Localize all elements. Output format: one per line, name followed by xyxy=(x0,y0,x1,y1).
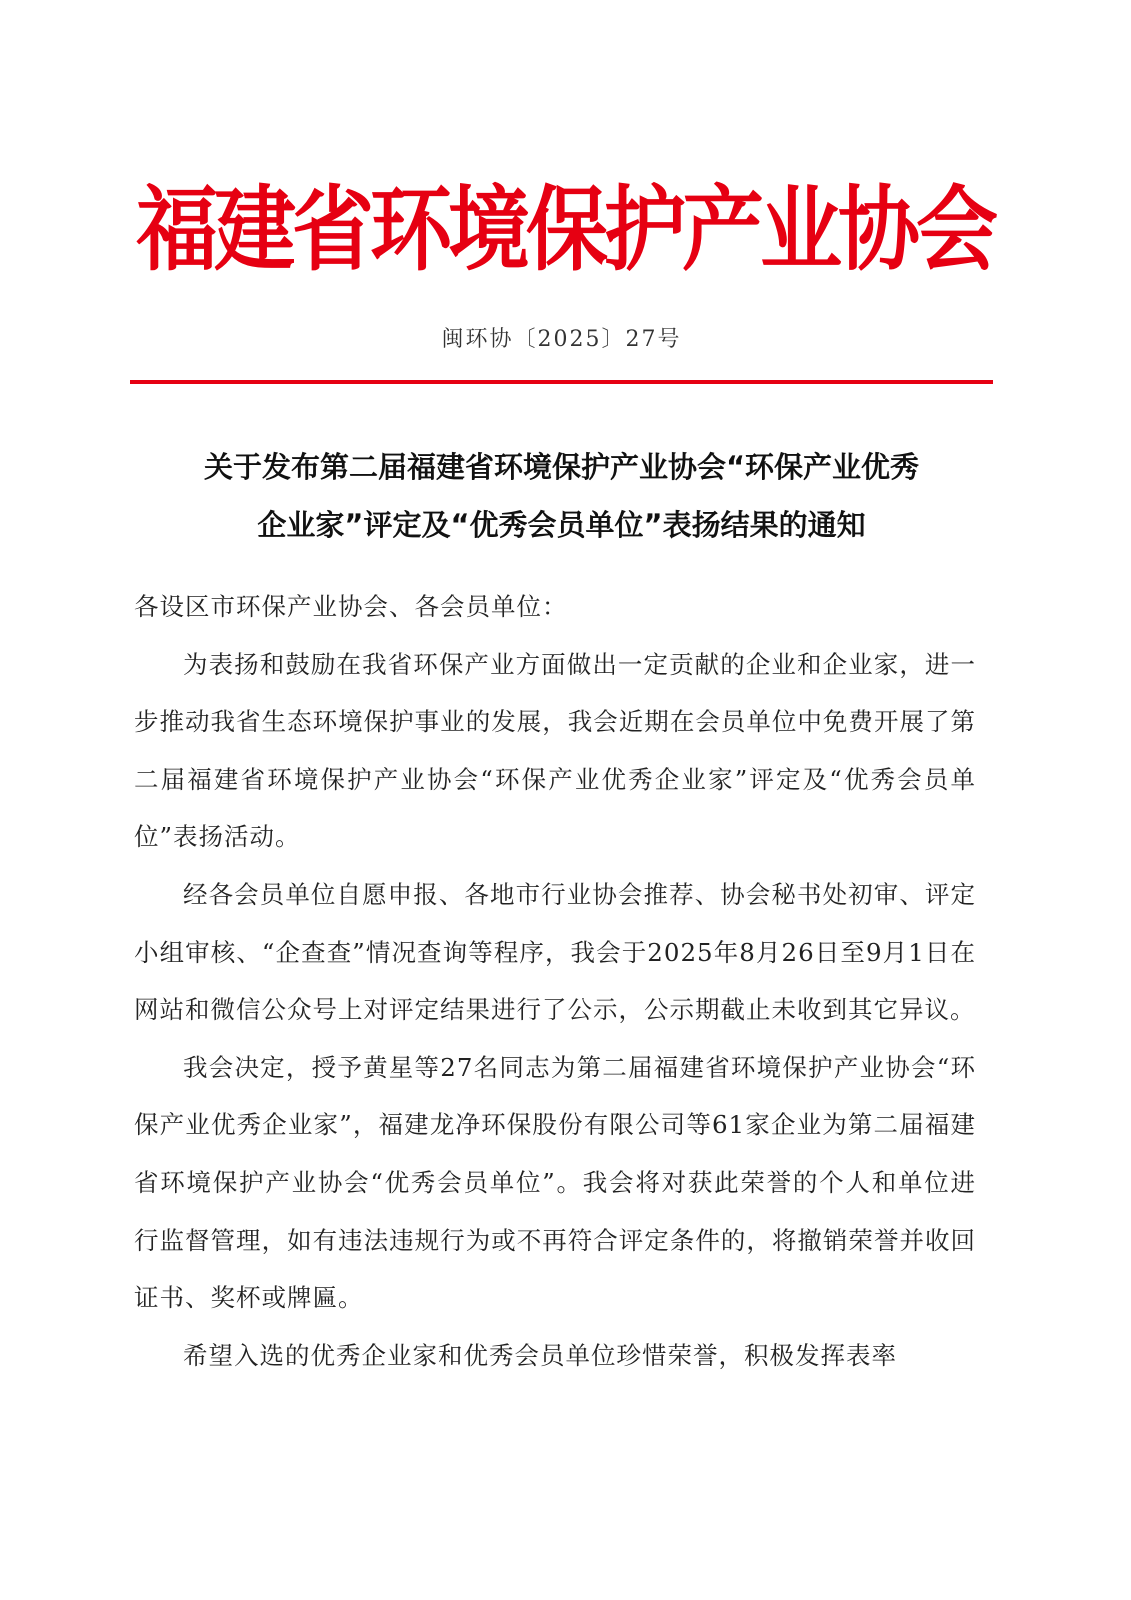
organization-letterhead: 福建省环境保护产业协会 xyxy=(135,176,994,284)
notice-body xyxy=(134,578,976,1384)
document-number: 闽环协〔2025〕27号 xyxy=(441,327,682,352)
body-paragraph-1: 为表扬和鼓励在我省环保产业方面做出一定贡献的企业和企业家，进一步推动我省生态环境保护事业的发展，我会近期在会员单位中免费开展了第二届福建省环境保护产业协会“环保产业优秀企业家”评定及“优秀会员单位”表扬活动。 xyxy=(134,649,976,852)
red-divider-line xyxy=(130,380,993,384)
body-paragraph-3: 我会决定，授予黄星等27名同志为第二届福建省环境保护产业协会“环保产业优秀企业家”，福建龙净环保股份有限公司等61家企业为第二届福建省环境保护产业协会“优秀会员单位”。我会将对获此荣誉的个人和单位进行监督管理，如有违法违规行为或不再符合评定条件的，将撤销荣誉并收回证书、奖杯或牌匾。 xyxy=(134,1052,976,1313)
body-paragraph-4: 希望入选的优秀企业家和优秀会员单位珍惜荣誉，积极发挥表率 xyxy=(183,1340,897,1370)
notice-title xyxy=(130,438,993,554)
notice-title-line-2: 企业家”评定及“优秀会员单位”表扬结果的通知 xyxy=(257,508,866,542)
body-paragraph-2: 经各会员单位自愿申报、各地市行业协会推荐、协会秘书处初审、评定小组审核、“企查查”情况查询等程序，我会于2025年8月26日至9月1日在网站和微信公众号上对评定结果进行了公示，公示期截止未收到其它异议。 xyxy=(134,879,976,1025)
salutation: 各设区市环保产业协会、各会员单位： xyxy=(134,592,568,621)
notice-title-line-1: 关于发布第二届福建省环境保护产业协会“环保产业优秀 xyxy=(203,450,920,484)
